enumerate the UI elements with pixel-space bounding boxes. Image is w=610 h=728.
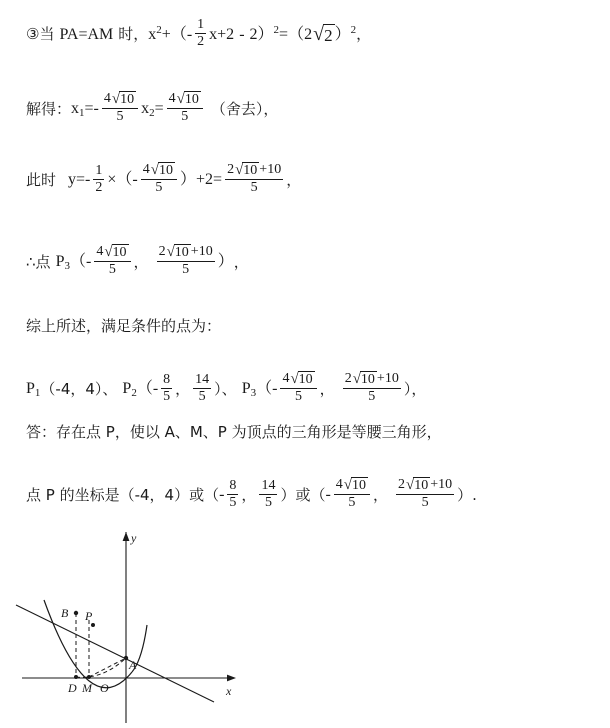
denominator: 5 — [348, 495, 356, 511]
fraction-2sqrt10-plus-10-over-5 — [225, 162, 283, 196]
point-m — [87, 675, 91, 679]
coordinate-graph — [14, 530, 264, 720]
radical-sign: √ — [313, 22, 325, 45]
line-points — [26, 372, 426, 406]
fraction-2sqrt10-plus-10-over-5 — [343, 371, 401, 405]
p2-comma: ， — [175, 379, 191, 398]
marker-3: ③ — [26, 25, 40, 44]
label-x-axis: x — [226, 684, 232, 698]
cn-now: 此时 — [26, 170, 57, 189]
graph-svg — [14, 530, 264, 725]
sqrt-10: √ 10 — [111, 91, 135, 107]
sqrt-10: √ 10 — [104, 244, 127, 260]
label-o: O — [100, 681, 109, 695]
minus-2: - — [132, 171, 138, 189]
two-value: 2 — [249, 25, 258, 43]
sqrt-10: √ 10 — [343, 477, 367, 493]
label-y-axis: y — [131, 531, 137, 545]
line-y-value — [26, 163, 301, 197]
p2-right-paren: ）、 — [214, 379, 237, 398]
point-b — [74, 611, 78, 615]
p1-subscript: 1 — [34, 387, 41, 400]
numerator: 14 — [193, 372, 211, 389]
numerator: 4 √ 10 — [141, 162, 177, 180]
fraction-4sqrt10-over-5 — [334, 477, 370, 511]
minus: - — [219, 486, 225, 504]
denominator: 5 — [295, 389, 303, 405]
p3-left-paren: （ — [256, 380, 273, 398]
x2-var: x — [141, 100, 150, 118]
cn-when: 当 — [39, 25, 55, 44]
comma: ， — [286, 170, 302, 189]
p2-label: P — [122, 380, 132, 398]
coefficient-two: 2 — [304, 25, 313, 43]
denominator: 2 — [95, 179, 103, 195]
line-coords — [26, 478, 477, 512]
fraction-8-over-5 — [227, 478, 238, 511]
coords-suffix: ）. — [457, 485, 477, 504]
comma-1: ， — [241, 485, 257, 504]
numerator: 8 — [227, 478, 238, 495]
numerator: 2 √ 10 +10 — [396, 477, 454, 495]
x-axis-arrow — [227, 675, 236, 682]
minus-2: - — [325, 486, 331, 504]
equals-1: = — [84, 100, 94, 118]
x2-subscript: 2 — [149, 107, 155, 120]
line-answer — [26, 424, 442, 441]
line-p3 — [26, 245, 249, 279]
equals-2: = — [213, 171, 223, 189]
numerator: 4 √ 10 — [102, 91, 138, 109]
denominator: 5 — [182, 262, 190, 278]
x-term: x — [148, 25, 157, 43]
point-d — [74, 675, 78, 679]
comma-inner: ， — [133, 252, 149, 271]
sqrt-10: √ 10 — [406, 477, 429, 493]
sqrt-10: √ 10 — [290, 371, 313, 387]
line-3-condition — [26, 18, 371, 51]
x1-var: x — [71, 100, 80, 118]
p3-minus: - — [272, 380, 278, 398]
square-exponent: 2 — [273, 23, 280, 36]
numerator: 4 √ 10 — [280, 371, 316, 389]
therefore-symbol: ∴ — [26, 252, 36, 271]
denominator: 5 — [421, 495, 429, 511]
square-exponent-2: 2 — [350, 23, 357, 36]
p-label: P — [55, 253, 65, 271]
denominator: 5 — [181, 109, 189, 125]
label-a: A — [129, 658, 137, 672]
label-b: B — [61, 606, 69, 620]
left-paren: （ — [116, 171, 133, 189]
numerator: 2 √ 10 +10 — [225, 162, 283, 180]
label-d: D — [68, 681, 77, 695]
sqrt-10: √ 10 — [352, 371, 375, 387]
comma: ， — [356, 25, 372, 44]
p3-right-paren: ）， — [403, 379, 427, 398]
denominator: 5 — [250, 180, 258, 196]
left-paren: （ — [170, 25, 187, 43]
fraction-one-half — [195, 17, 206, 50]
denominator: 5 — [368, 389, 376, 405]
point-p — [91, 623, 95, 627]
denominator: 5 — [264, 494, 272, 510]
sqrt-2 — [313, 24, 334, 46]
label-m: M — [82, 681, 92, 695]
cn-discard: （舍去）， — [210, 99, 279, 118]
denominator: 5 — [116, 109, 124, 125]
x-exponent: 2 — [156, 23, 162, 36]
cn-solve: 解得： — [26, 99, 72, 118]
x-plus-two: x+2 — [209, 25, 235, 43]
coords-mid: ）或（ — [280, 485, 326, 504]
equals: = — [76, 171, 86, 189]
line-solution — [26, 92, 278, 126]
cn-point: 点 — [35, 252, 51, 271]
fraction-4sqrt10-over-5 — [102, 91, 138, 125]
minus-sign-2: - — [239, 25, 245, 43]
fraction-4sqrt10-over-5 — [141, 162, 177, 196]
minus-1: - — [93, 100, 99, 118]
fraction-14-over-5 — [259, 478, 277, 511]
comma: ， — [233, 252, 249, 271]
y-axis-arrow — [123, 532, 130, 541]
p1-coords: （-4，4）、 — [40, 379, 118, 398]
times-sign: × — [107, 171, 117, 189]
fraction-2sqrt10-plus-10-over-5 — [157, 244, 215, 278]
numerator: 4 √ 10 — [94, 244, 130, 262]
numerator: 4 √ 10 — [167, 91, 203, 109]
denominator: 2 — [197, 34, 205, 50]
left-paren: （ — [69, 253, 86, 271]
minus-sign: - — [186, 25, 193, 43]
label-p: P — [85, 609, 93, 623]
summary-text: 综上所述，满足条件的点为： — [26, 317, 222, 335]
p2-minus: - — [152, 380, 159, 398]
p3-subscript: 3 — [250, 387, 257, 400]
cn-time: 时， — [118, 25, 149, 44]
p2-subscript: 2 — [131, 387, 137, 400]
denominator: 5 — [108, 262, 116, 278]
line-summary — [26, 318, 221, 335]
equals-2: = — [154, 100, 164, 118]
x1-subscript: 1 — [79, 107, 85, 120]
minus: - — [85, 253, 92, 271]
numerator: 4 √ 10 — [334, 477, 370, 495]
right-paren: ） — [179, 171, 196, 189]
denominator: 5 — [155, 180, 163, 196]
numerator: 2 √ 10 +10 — [157, 244, 215, 262]
y-var: y — [68, 171, 77, 189]
dashed-segment-ma — [89, 658, 126, 677]
dashed-arc — [76, 658, 126, 677]
sqrt-10: √ 10 — [166, 244, 189, 260]
fraction-4sqrt10-over-5 — [280, 371, 316, 405]
numerator: 1 — [93, 163, 104, 180]
comma-2: ， — [373, 485, 389, 504]
left-paren-2: （ — [288, 25, 305, 43]
equals-sign: = — [279, 25, 289, 43]
p-subscript: 3 — [64, 260, 70, 273]
radicand: 2 — [324, 25, 333, 45]
numerator: 1 — [195, 17, 206, 34]
fraction-8-over-5 — [161, 372, 172, 405]
coords-prefix: 点 P 的坐标是（-4，4）或（ — [26, 485, 220, 504]
fraction-one-half — [93, 163, 104, 196]
answer-text: 答：存在点 P，使以 A、M、P 为顶点的三角形是等腰三角形， — [26, 423, 442, 441]
minus: - — [85, 171, 91, 189]
plus-two: +2 — [196, 171, 214, 189]
fraction-14-over-5 — [193, 372, 211, 405]
sqrt-10: √ 10 — [235, 162, 258, 178]
denominator: 5 — [163, 388, 171, 404]
numerator: 2 √ 10 +10 — [343, 371, 401, 389]
fraction-2sqrt10-plus-10-over-5 — [396, 477, 454, 511]
numerator: 8 — [161, 372, 172, 389]
denominator: 5 — [198, 388, 206, 404]
right-paren-2: ） — [334, 25, 351, 43]
right-paren: ） — [217, 253, 234, 271]
p1-label: P — [26, 380, 35, 398]
p3-comma: ， — [319, 379, 335, 398]
fraction-4sqrt10-over-5 — [94, 244, 130, 278]
point-a — [124, 656, 128, 660]
numerator: 14 — [259, 478, 277, 495]
sqrt-10: √ 10 — [150, 162, 173, 178]
p3-label: P — [241, 380, 251, 398]
equation-pa-am: PA=AM — [59, 25, 114, 43]
line-ba — [16, 605, 214, 702]
p2-left-paren: （ — [136, 380, 153, 398]
plus-sign: + — [161, 25, 171, 43]
sqrt-10: √ 10 — [176, 91, 199, 107]
denominator: 5 — [229, 494, 237, 510]
fraction-4sqrt10-over-5-b — [167, 91, 203, 125]
right-paren: ） — [257, 25, 274, 43]
